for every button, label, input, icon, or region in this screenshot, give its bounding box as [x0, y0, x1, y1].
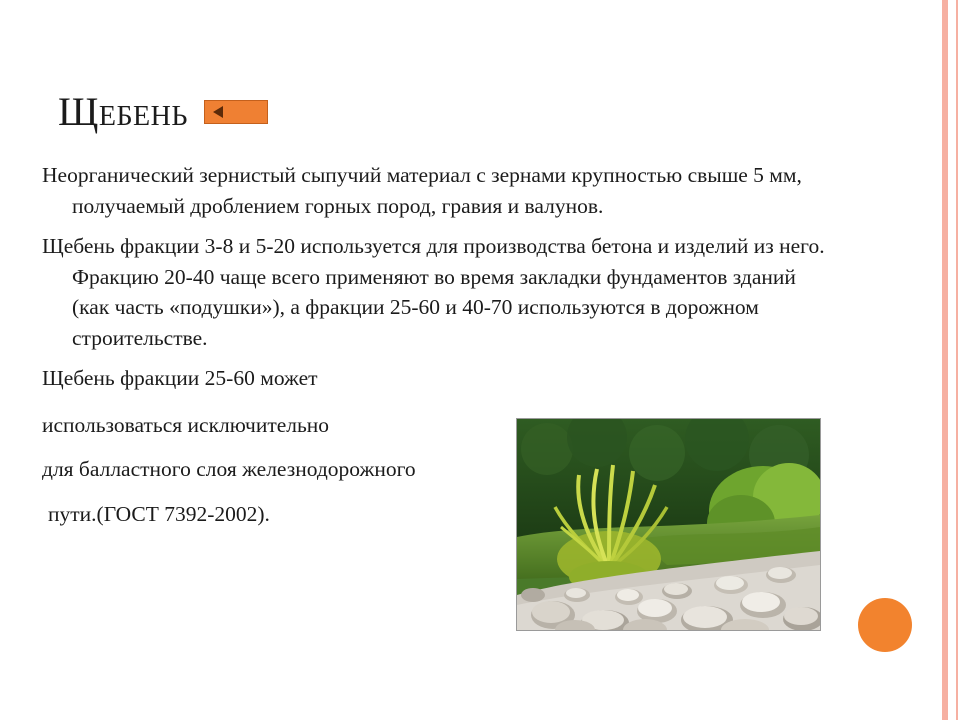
paragraph-5: для балластного слоя железнодорожного [42, 457, 416, 482]
paragraph-2: Щебень фракции 3-8 и 5-20 используется для производства бетона и изделий из него. Фракцию 20-40 чаще всего применяют во время закладки фундаментов зданий (как часть «подушки»), а фракции 25-60 и 40-70 используются в дорожном строительстве. [42, 234, 825, 350]
paragraph-4: использоваться исключительно [42, 412, 330, 437]
left-arrow-icon [213, 106, 223, 118]
paragraph-1: Неорганический зернистый сыпучий материал с зернами крупностью свыше 5 мм, получаемый дроблением горных пород, гравия и валунов. [42, 163, 802, 218]
title-badge [204, 100, 268, 124]
paragraph-3: Щебень фракции 25-60 может [42, 366, 318, 391]
decoration-bar-thick [942, 0, 948, 720]
decorative-dot [858, 598, 912, 652]
title-row [58, 89, 268, 134]
photo-gravel-landscape [516, 418, 821, 631]
page-title: Щебень [58, 89, 188, 134]
right-decoration [928, 0, 960, 720]
decoration-bar-thin [956, 0, 958, 720]
paragraph-6: пути.(ГОСТ 7392-2002). [48, 501, 270, 526]
